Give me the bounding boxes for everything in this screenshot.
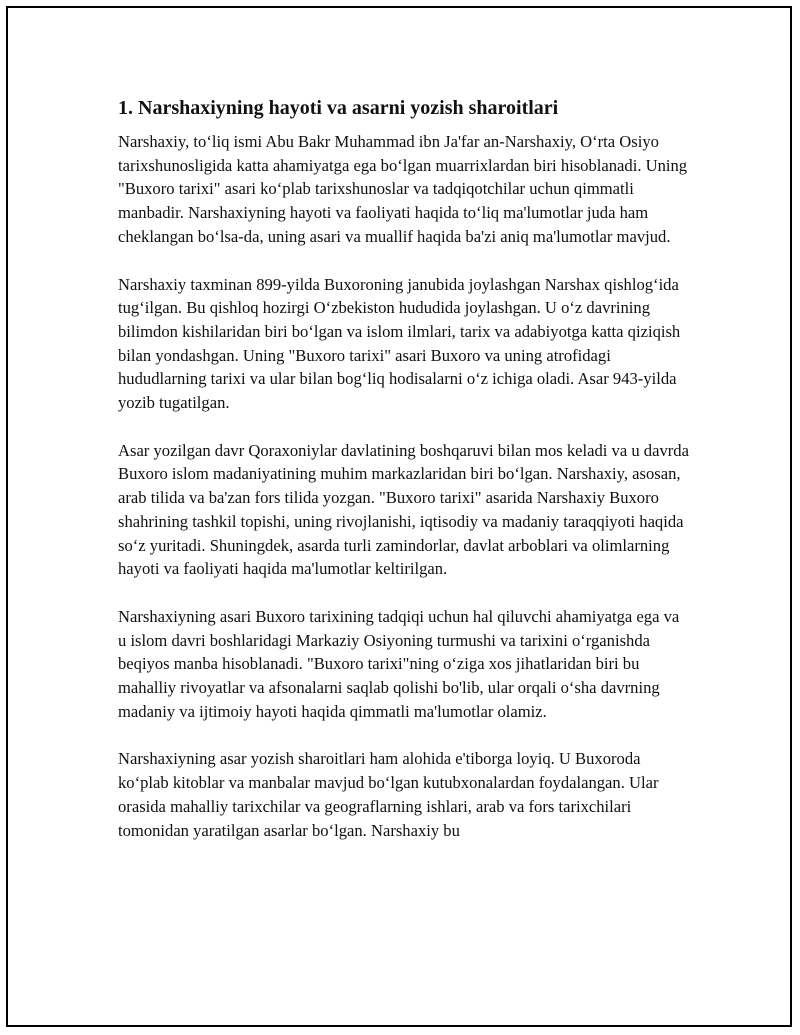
paragraph-2: Narshaxiy taxminan 899-yilda Buxoroning janubida joylashgan Narshax qishlog‘ida tug‘ilgan. Bu qishloq hozirgi O‘zbekiston hududida joylashgan. U o‘z davrining bilimdon kishilaridan biri bo‘lgan va islom ilmlari, tarix va adabiyotga katta qiziqish bilan yondashgan. Uning "Buxoro tarixi" asari Buxoro va uning atrofidagi hududlarning tarixi va ular bilan bog‘liq hodisalarni o‘z ichiga oladi. Asar 943-yilda yozib tugatilgan. [118,274,681,413]
document-body [118,94,690,866]
paragraph-5: Narshaxiyning asar yozish sharoitlari ham alohida e'tiborga loyiq. U Buxoroda ko‘plab kitoblar va manbalar mavjud bo‘lgan kutubxonalardan foydalangan. Ular orasida mahalliy tarixchilar va geograflarning ishlari, arab va fors tarixchilari tomonidan yaratilgan asarlar bo‘lgan. Narshaxiy bu [118,749,659,840]
paragraph-3: Asar yozilgan davr Qoraxoniylar davlatining boshqaruvi bilan mos keladi va u davrda Buxoro islom madaniyatining muhim markazlaridan biri bo‘lgan. Narshaxiy, asosan, arab tilida va ba'zan fors tilida yozgan. "Buxoro tarixi" asarida Narshaxiy Buxoro shahrining tashkil topishi, uning rivojlanishi, iqtisodiy va madaniy taraqqiyoti haqida so‘z yuritadi. Shuningdek, asarda turli zamindorlar, davlat arboblari va olimlarning hayoti va faoliyati haqida ma'lumotlar keltirilgan. [118,440,689,579]
paragraph-1: Narshaxiy, to‘liq ismi Abu Bakr Muhammad ibn Ja'far an-Narshaxiy, O‘rta Osiyo tarixshunosligida katta ahamiyatga ega bo‘lgan muarrixlardan biri hisoblanadi. Uning "Buxoro tarixi" asari ko‘plab tarixshunoslar va tadqiqotchilar uchun qimmatli manbadir. Narshaxiyning hayoti va faoliyati haqida to‘liq ma'lumotlar juda ham cheklangan bo‘lsa-da, uning asari va muallif haqida ba'zi aniq ma'lumotlar mavjud. [118,132,688,246]
paragraph-4: Narshaxiyning asari Buxoro tarixining tadqiqi uchun hal qiluvchi ahamiyatga ega va u islom davri boshlaridagi Markaziy Osiyoning turmushi va tarixini o‘rganishda beqiyos manba hisoblanadi. "Buxoro tarixi"ning o‘ziga xos jihatlaridan biri bu mahalliy rivoyatlar va afsonalarni saqlab qolishi bo'lib, ular orqali o‘sha davrning madaniy va ijtimoiy hayoti haqida qimmatli ma'lumotlar olamiz. [118,606,680,721]
section-heading: 1. Narshaxiyning hayoti va asarni yozish sharoitlari [118,97,559,119]
